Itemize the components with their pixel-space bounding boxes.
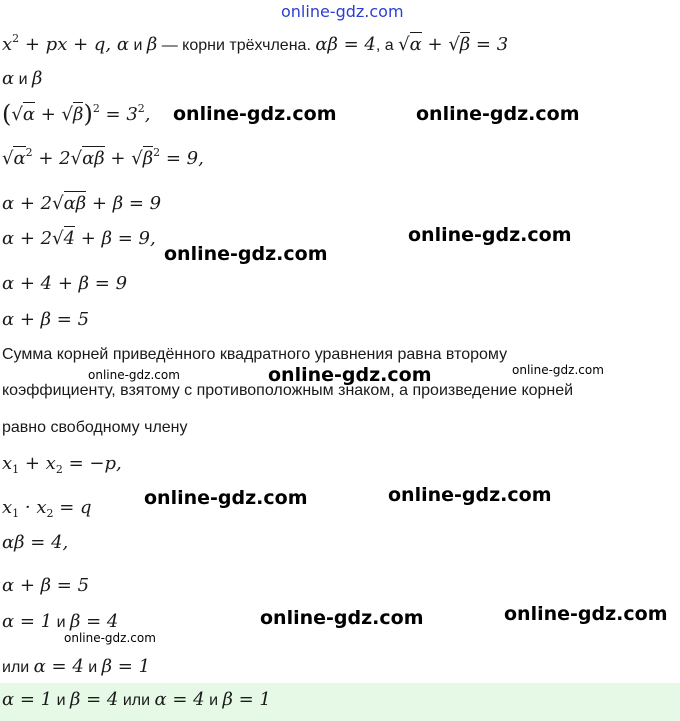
watermark: online-gdz.com [173, 103, 337, 125]
vieta-product: $x_1 \cdot x_2 = q$ [2, 497, 92, 520]
watermark: online-gdz.com [144, 487, 308, 509]
equation-square: $(√\alpha + √\beta)^2 = 3^2$, [2, 100, 151, 128]
watermark: online-gdz.com [64, 631, 156, 645]
solution-2: или α = 4 и β = 1 [2, 656, 151, 677]
equation-sum4: α + 4 + β = 9 [2, 273, 128, 294]
solution-1: α = 1 и β = 4 [2, 611, 119, 632]
product-value: αβ = 4, [2, 532, 69, 553]
watermark-top: online-gdz.com [281, 2, 404, 21]
answer-line: α = 1 и β = 4 или α = 4 и β = 1 [2, 689, 271, 710]
watermark: online-gdz.com [512, 363, 604, 377]
watermark: online-gdz.com [408, 224, 572, 246]
watermark: online-gdz.com [388, 484, 552, 506]
watermark: online-gdz.com [260, 607, 424, 629]
watermark: online-gdz.com [164, 243, 328, 265]
equation-simplify: α + 2√αβ + β = 9 [2, 193, 162, 214]
vieta-text-1: Сумма корней приведённого квадратного уравнения равна второму [2, 346, 508, 363]
vieta-text-2: коэффициенту, взятому с противоположным знаком, а произведение корней [2, 382, 574, 399]
watermark: online-gdz.com [268, 364, 432, 386]
watermark: online-gdz.com [88, 368, 180, 382]
problem-statement: $x^2$ + px + q, α и β — корни трёхчлена. αβ = 4, а √α + √β = 3 [2, 32, 509, 55]
equation-sum5: α + β = 5 [2, 309, 90, 330]
find-line: α и β [2, 68, 43, 89]
sum-value: α + β = 5 [2, 575, 90, 596]
vieta-text-3: равно свободному члену [2, 419, 188, 436]
answer-box [0, 683, 680, 721]
equation-expand: $√\alpha^2 + 2√\alpha\beta + √\beta^2 = 9$, [2, 146, 204, 169]
vieta-sum: $x_1 + x_2 = -p$, [2, 453, 122, 476]
equation-substitute: α + 2√4 + β = 9, [2, 228, 156, 249]
watermark: online-gdz.com [416, 103, 580, 125]
watermark: online-gdz.com [504, 603, 668, 625]
